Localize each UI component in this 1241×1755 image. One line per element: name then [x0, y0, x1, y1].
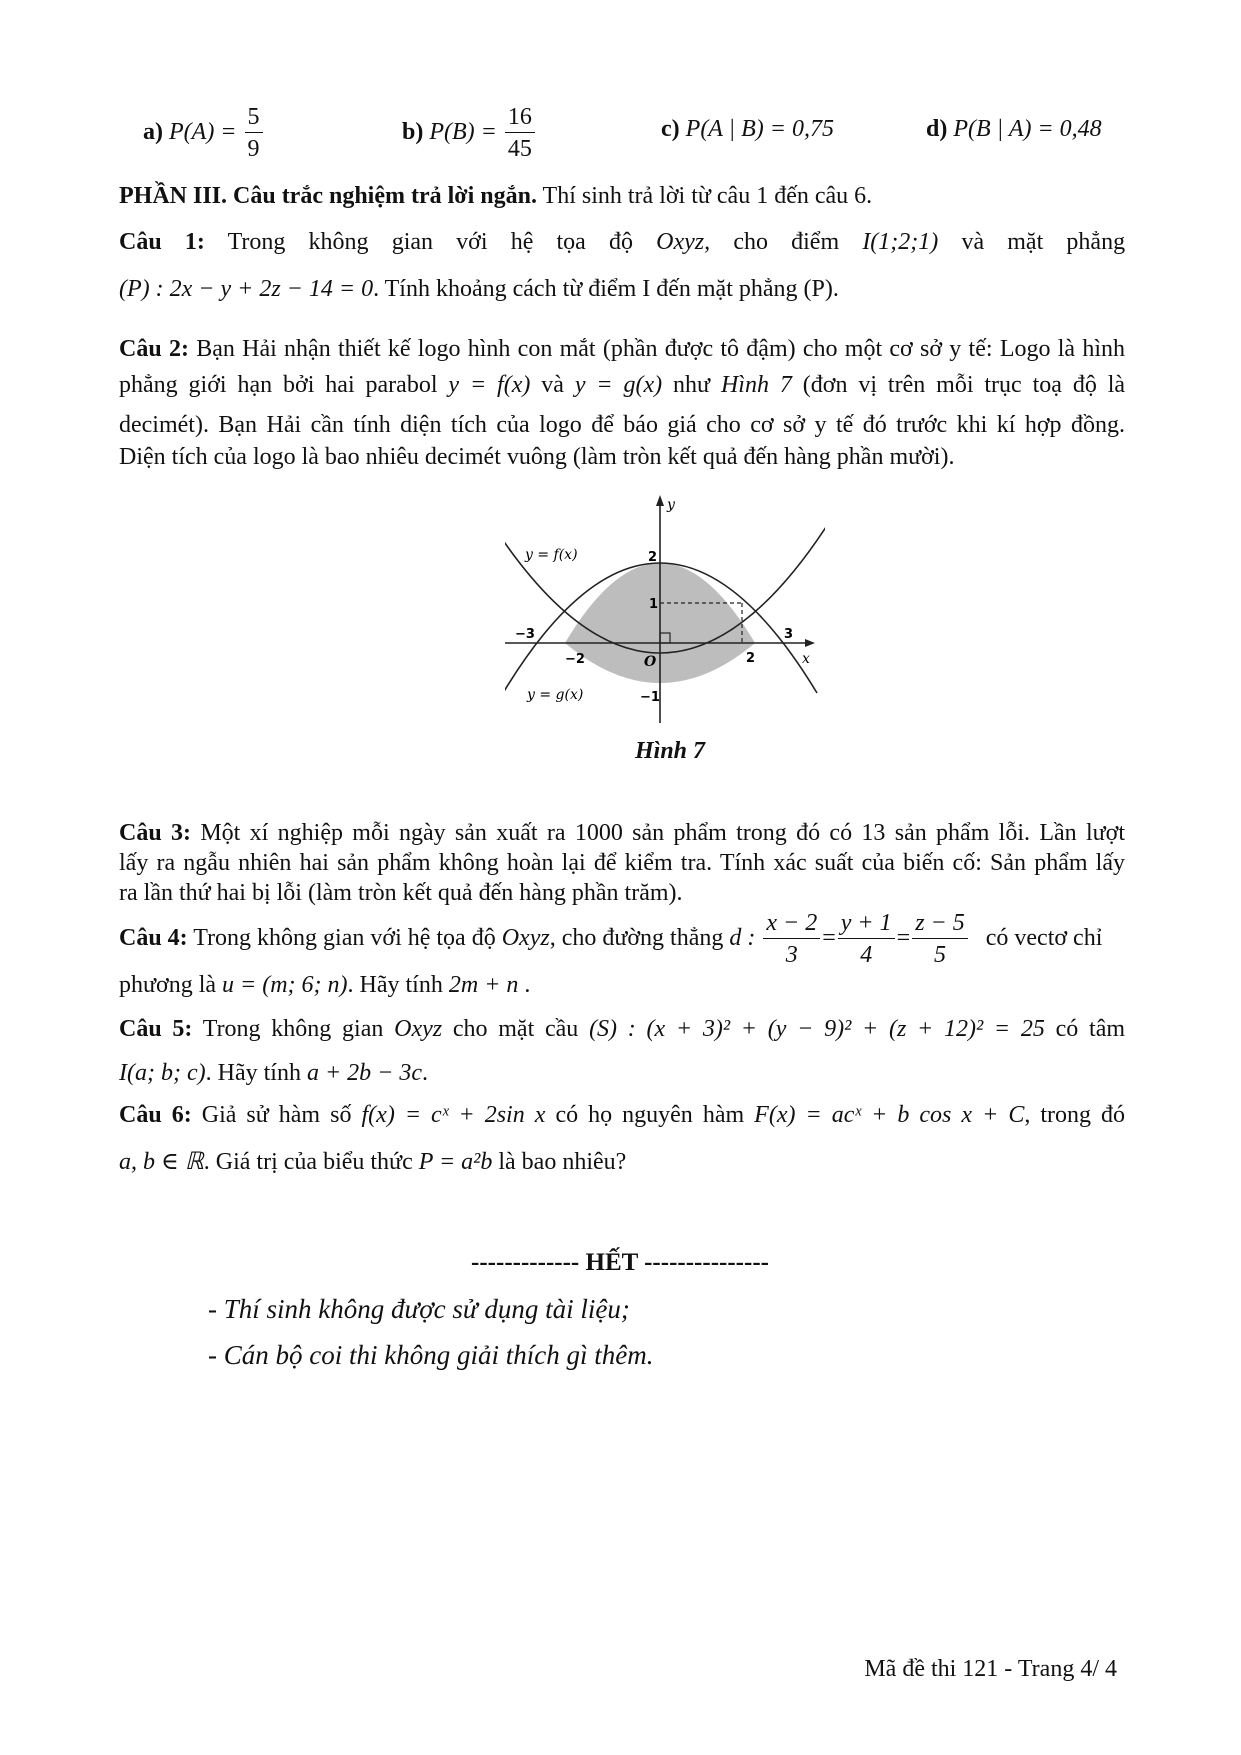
- text: (đơn vị trên mỗi trục toạ độ là: [802, 372, 1126, 398]
- text: , trong đó: [1024, 1102, 1126, 1128]
- question-label: Câu 5:: [119, 1016, 193, 1042]
- text: cho điểm: [733, 229, 840, 255]
- tick-plus3-x: 3: [784, 627, 794, 642]
- text: Trong không gian với hệ tọa độ: [227, 229, 633, 255]
- math: Oxyz: [501, 925, 550, 952]
- text: . Tính khoảng cách từ điểm I đến mặt phẳng (P).: [373, 276, 839, 302]
- tick-minus2-x: −2: [565, 652, 585, 667]
- math: F(x) = acˣ + b cos x + C: [754, 1102, 1025, 1128]
- option-d: [926, 114, 1102, 144]
- denominator: 45: [507, 136, 532, 162]
- end-marker: ------------- HẾT ---------------: [471, 1249, 769, 1276]
- text: , cho đường thẳng: [549, 925, 724, 952]
- tick-plus2-x: 2: [746, 651, 756, 666]
- text: lấy ra ngẫu nhiên hai sản phẩm không hoàn lại để kiểm tra. Tính xác suất của biến cố: Sản phẩm lấy: [119, 850, 1125, 876]
- text: .: [524, 972, 531, 998]
- fraction: [505, 102, 535, 165]
- fraction-2: [838, 908, 895, 971]
- math: y = f(x): [448, 372, 531, 398]
- math: a, b ∈ ℝ: [119, 1149, 204, 1175]
- question-label: Câu 6:: [119, 1102, 192, 1128]
- text: và: [541, 372, 564, 398]
- part-note: Thí sinh trả lời từ câu 1 đến câu 6.: [542, 183, 873, 209]
- text: Bạn Hải nhận thiết kế logo hình con mắt (phần được tô đậm) cho một cơ sở y tế: Logo là hình: [196, 336, 1125, 362]
- denominator: 5: [933, 942, 946, 968]
- numerator: 5: [245, 102, 263, 133]
- text: có vectơ chỉ: [985, 925, 1103, 952]
- option-a: [143, 102, 265, 165]
- denominator: 9: [247, 136, 260, 162]
- question-5-line-2: [119, 1058, 1125, 1088]
- question-3-line-3: [119, 878, 1125, 908]
- denominator: 3: [785, 942, 798, 968]
- math: f(x) = cˣ + 2sin x: [361, 1102, 546, 1128]
- math: a + 2b − 3c: [306, 1060, 422, 1086]
- end-note-2: - Cán bộ coi thi không giải thích gì thêm.: [208, 1340, 654, 1370]
- question-1-line-1: [119, 227, 1125, 257]
- question-2-line-1: [119, 334, 1125, 364]
- numerator: y + 1: [838, 908, 895, 939]
- fraction-3: [912, 908, 968, 971]
- text: là bao nhiêu?: [498, 1149, 627, 1175]
- text: . Giá trị của biểu thức: [203, 1149, 413, 1175]
- text: như: [673, 372, 711, 398]
- denominator: 4: [860, 942, 873, 968]
- text: Một xí nghiệp mỗi ngày sản xuất ra 1000 sản phẩm trong đó có 13 sản phẩm lỗi. Lần lượt: [200, 820, 1126, 846]
- numerator: 16: [505, 102, 535, 133]
- origin-label: O: [644, 654, 657, 670]
- question-6-line-2: [119, 1147, 1125, 1177]
- option-label: d): [926, 116, 948, 142]
- option-label: a): [143, 119, 163, 146]
- question-2-line-2: [119, 370, 1125, 400]
- tick-2-y: 2: [648, 550, 658, 565]
- option-b: [402, 102, 537, 165]
- text: Trong không gian với hệ tọa độ: [193, 925, 496, 952]
- text: Trong không gian: [202, 1016, 384, 1042]
- text: Giả sử hàm số: [201, 1102, 352, 1128]
- question-3-line-2: [119, 848, 1125, 878]
- text: .: [422, 1060, 428, 1086]
- figure-ref: Hình 7: [720, 372, 792, 398]
- question-5-line-1: [119, 1014, 1125, 1044]
- math: I(a; b; c): [119, 1060, 206, 1086]
- figure-hinh-7: [505, 493, 825, 723]
- question-label: Câu 3:: [119, 820, 191, 846]
- fraction-1: [763, 908, 820, 971]
- option-label: c): [661, 116, 680, 142]
- label-g: y = g(x): [527, 687, 584, 703]
- math: I(1;2;1): [862, 229, 939, 255]
- math: Oxyz,: [656, 229, 711, 255]
- question-4-line-2: [119, 970, 1125, 1000]
- math: P = a²b: [418, 1149, 493, 1175]
- x-axis-arrow: [805, 639, 815, 647]
- text: phẳng giới hạn bởi hai parabol: [119, 372, 438, 398]
- numerator: x − 2: [763, 908, 820, 939]
- question-2-line-3: [119, 410, 1125, 440]
- text: và mặt phẳng: [961, 229, 1126, 255]
- option-expression: P(B) =: [429, 119, 497, 146]
- text: decimét). Bạn Hải cần tính diện tích của logo để báo giá cho cơ sở y tế đó trước khi kí hợp đồng.: [119, 412, 1125, 438]
- option-expression: P(B | A) = 0,48: [953, 116, 1102, 142]
- option-c: [661, 114, 834, 144]
- text: . Hãy tính: [347, 972, 443, 998]
- y-axis-label: y: [667, 497, 675, 513]
- math: 2m + n: [448, 972, 519, 998]
- option-expression: P(A) =: [169, 119, 237, 146]
- math: d :: [729, 925, 756, 952]
- math: (S) : (x + 3)² + (y − 9)² + (z + 12)² = 25: [589, 1016, 1045, 1042]
- question-4-line-1: Câu 4: Trong không gian với hệ tọa độ Oxyz, cho đường thẳng d : $\frac{x - 2}{3}$ = $\frac{y + 1}{4}$ = $\frac{z - 5}{5}$ có vectơ chỉ: [119, 908, 1125, 971]
- figure-caption: Hình 7: [634, 738, 706, 764]
- numerator: z − 5: [912, 908, 968, 939]
- question-6-line-1: [119, 1100, 1125, 1130]
- x-axis-label: x: [802, 651, 810, 667]
- math: y = g(x): [574, 372, 663, 398]
- question-3-line-1: [119, 818, 1125, 848]
- tick-1-y: 1: [649, 597, 659, 612]
- text: có họ nguyên hàm: [555, 1102, 745, 1128]
- question-2-line-4: [119, 442, 1125, 472]
- math: Oxyz: [394, 1016, 443, 1042]
- question-label: Câu 1:: [119, 229, 205, 255]
- y-axis-arrow: [656, 495, 664, 506]
- part-heading: [119, 181, 1125, 211]
- text: cho mặt cầu: [452, 1016, 579, 1042]
- text: . Hãy tính: [205, 1060, 301, 1086]
- option-expression: P(A | B) = 0,75: [685, 116, 834, 142]
- math: (P) : 2x − y + 2z − 14 = 0: [119, 276, 374, 302]
- part-title: PHẦN III. Câu trắc nghiệm trả lời ngắn.: [119, 183, 537, 209]
- question-1-line-2: [119, 274, 1125, 304]
- text: có tâm: [1055, 1016, 1126, 1042]
- end-note-1: - Thí sinh không được sử dụng tài liệu;: [208, 1294, 630, 1324]
- question-label: Câu 4:: [119, 925, 188, 952]
- text: phương là: [119, 972, 217, 998]
- fraction: [245, 102, 263, 165]
- question-label: Câu 2:: [119, 336, 189, 362]
- tick-minus1-y: −1: [640, 690, 660, 705]
- option-label: b): [402, 119, 424, 146]
- tick-minus3-x: −3: [515, 627, 535, 642]
- text: Diện tích của logo là bao nhiêu decimét vuông (làm tròn kết quả đến hàng phần mười).: [119, 444, 955, 470]
- text: ra lần thứ hai bị lỗi (làm tròn kết quả đến hàng phần trăm).: [119, 880, 683, 906]
- label-f: y = f(x): [525, 547, 578, 563]
- page-footer: Mã đề thi 121 - Trang 4/ 4: [864, 1656, 1117, 1682]
- math: u = (m; 6; n): [222, 972, 348, 998]
